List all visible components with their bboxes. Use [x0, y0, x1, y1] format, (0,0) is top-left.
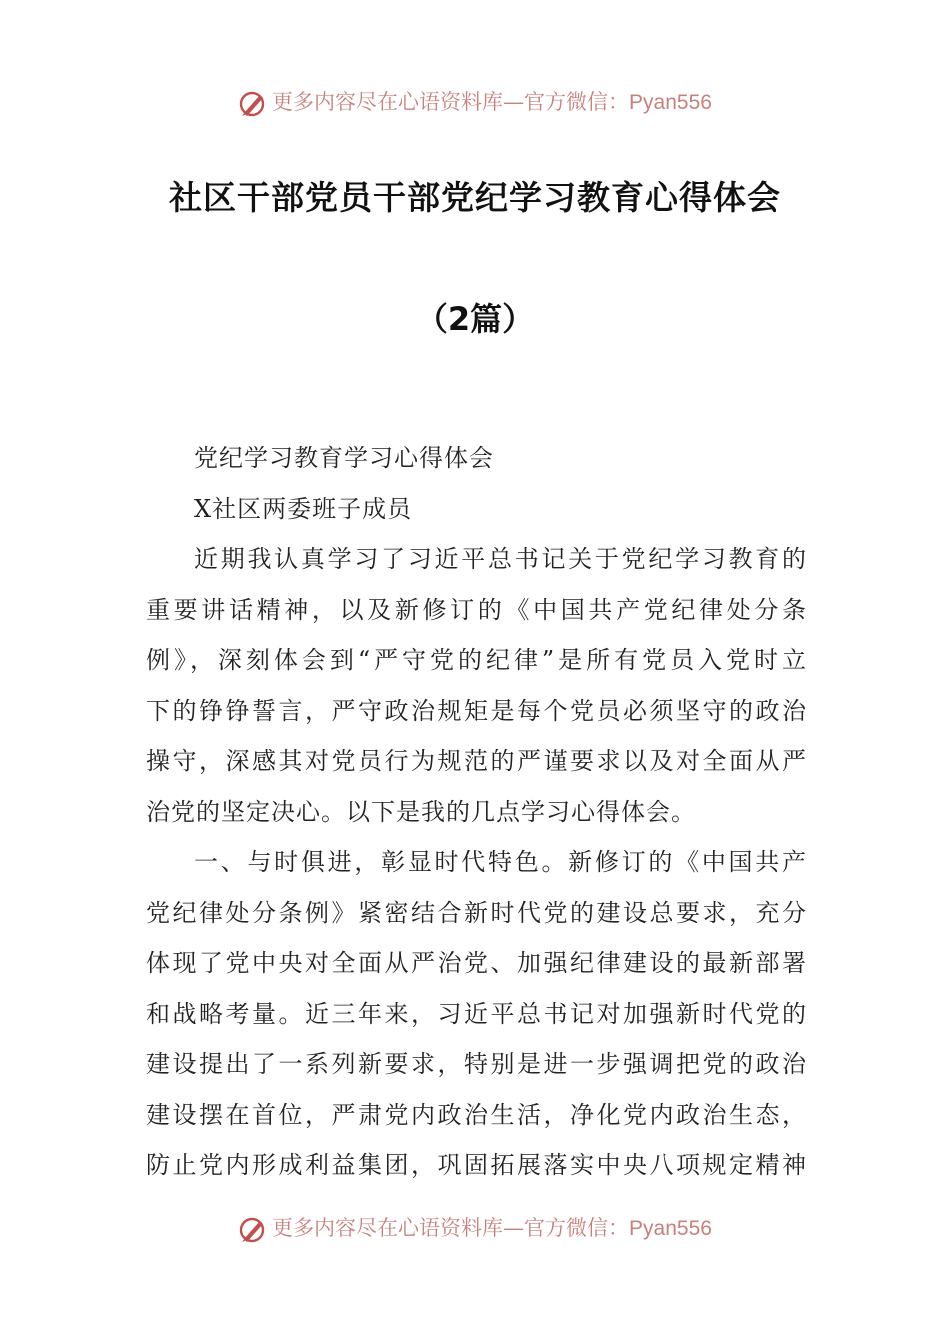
document-title: 社区干部党员干部党纪学习教育心得体会 — [169, 178, 781, 217]
text-line: 操守，深感其对党员行为规范的严谨要求以及对全面从严 — [146, 747, 806, 775]
document-body — [146, 433, 806, 1191]
watermark-header — [0, 86, 950, 119]
text-line: 建设摆在首位，严肃党内政治生活，净化党内政治生态， — [146, 1100, 806, 1129]
watermark-text: 更多内容尽在心语资料库—官方微信： — [272, 1216, 630, 1240]
document-subtitle: （2篇） — [415, 300, 535, 338]
pen-logo-icon — [238, 1215, 268, 1245]
text-line: 体现了党中央对全面从严治党、加强纪律建设的最新部署 — [146, 949, 806, 977]
paragraph-1 — [146, 534, 806, 837]
text-line: 防止党内形成利益集团，巩固拓展落实中央八项规定精神 — [146, 1151, 806, 1179]
text-line: 建设提出了一系列新要求，特别是进一步强调把党的政治 — [146, 1050, 806, 1078]
text-line: 例》，深刻体会到“严守党的纪律”是所有党员入党时立 — [146, 646, 806, 674]
text-line: 一、与时俱进，彰显时代特色。新修订的《中国共产 — [194, 848, 806, 876]
text-line: 党纪律处分条例》紧密结合新时代党的建设总要求，充分 — [146, 898, 806, 927]
paragraph-2 — [146, 837, 806, 1191]
watermark-wechat-id: Pyan556 — [629, 1217, 712, 1240]
text-line: 下的铮铮誓言，严守政治规矩是每个党员必须坚守的政治 — [146, 696, 806, 725]
section-heading: 党纪学习教育学习心得体会 — [194, 444, 494, 472]
text-line: 重要讲话精神，以及新修订的《中国共产党纪律处分条 — [146, 595, 806, 624]
text-line: 治党的坚定决心。以下是我的几点学习心得体会。 — [146, 797, 696, 826]
watermark-text: 更多内容尽在心语资料库—官方微信： — [272, 90, 630, 114]
watermark-wechat-id: Pyan556 — [629, 91, 712, 114]
watermark-footer — [0, 1212, 950, 1245]
author-line: X社区两委班子成员 — [194, 494, 413, 523]
text-line: 近期我认真学习了习近平总书记关于党纪学习教育的 — [194, 545, 806, 573]
text-line: 和战略考量。近三年来，习近平总书记对加强新时代党的 — [146, 999, 806, 1028]
pen-logo-icon — [238, 89, 268, 119]
